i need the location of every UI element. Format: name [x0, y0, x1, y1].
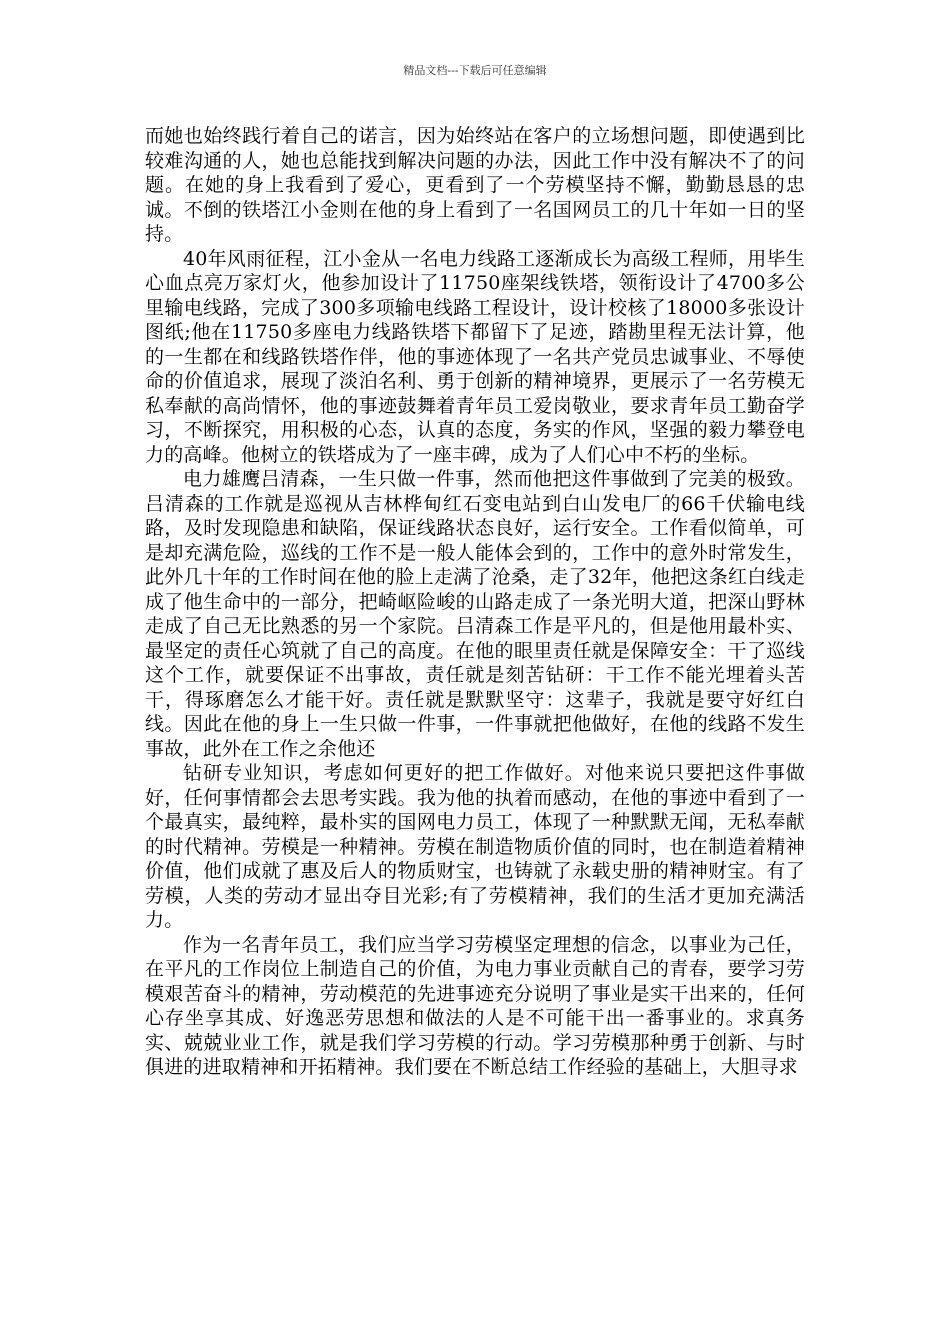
document-body — [145, 124, 805, 1080]
paragraph-4: 钻研专业知识，考虑如何更好的把工作做好。对他来说只要把这件事做好，任何事情都会去思考实践。我为他的执着而感动，在他的事迹中看到了一个最真实，最纯粹，最朴实的国网电力员工，体现了一种默默无闻，无私奉献的时代精神。劳模是一种精神。劳模在制造物质价值的同时，也在制造着精神价值，他们成就了惠及后人的物质财宝，也铸就了永载史册的精神财宝。有了劳模，人类的劳动才显出夺目光彩;有了劳模精神，我们的生活才更加充满活力。 — [145, 762, 805, 931]
paragraph-5: 作为一名青年员工，我们应当学习劳模坚定理想的信念，以事业为己任，在平凡的工作岗位上制造自己的价值，为电力事业贡献自己的青春，要学习劳模艰苦奋斗的精神，劳动模范的先进事迹充分说明了事业是实干出来的，任何心存坐享其成、好逸恶劳思想和做法的人是不可能干出一番事业的。求真务实、兢兢业业工作，就是我们学习劳模的行动。学习劳模那种勇于创新、与时俱进的进取精神和开拓精神。我们要在不断总结工作经验的基础上，大胆寻求 — [145, 933, 805, 1078]
page-header: 精品文档---下载后可任意编辑 — [403, 64, 547, 77]
paragraph-1: 而她也始终践行着自己的诺言，因为始终站在客户的立场想问题，即使遇到比较难沟通的人，她也总能找到解决问题的办法，因此工作中没有解决不了的问题。在她的身上我看到了爱心，更看到了一个劳模坚持不懈，勤勤恳恳的忠诚。不倒的铁塔江小金则在他的身上看到了一名国网员工的几十年如一日的坚持。 — [145, 125, 805, 245]
paragraph-3: 电力雄鹰吕清森，一生只做一件事，然而他把这件事做到了完美的极致。吕清森的工作就是巡视从吉林桦甸红石变电站到白山发电厂的66千伏输电线路，及时发现隐患和缺陷，保证线路状态良好，运行安全。工作看似简单，可是却充满危险，巡线的工作不是一般人能体会到的，工作中的意外时常发生，此外几十年的工作时间在他的脸上走满了沧桑，走了32年，他把这条红白线走成了他生命中的一部分，把崎岖险峻的山路走成了一条光明大道，把深山野林走成了自己无比熟悉的另一个家院。吕清森工作是平凡的，但是他用最朴实、最坚定的责任心筑就了自己的高度。在他的眼里责任就是保障安全：干了巡线这个工作，就要保证不出事故，责任就是刻苦钻研：干工作不能光埋着头苦干，得琢磨怎么才能干好。责任就是默默坚守：这辈子，我就是要守好红白线。因此在他的身上一生只做一件事，一件事就把他做好，在他的线路不发生事故，此外在工作之余他还 — [145, 468, 805, 760]
paragraph-2: 40年风雨征程，江小金从一名电力线路工逐渐成长为高级工程师，用毕生心血点亮万家灯火，他参加设计了11750座架线铁塔，领衔设计了4700多公里输电线路，完成了300多项输电线路工程设计，设计校核了18000多张设计图纸;他在11750多座电力线路铁塔下都留下了足迹，踏勘里程无法计算，他的一生都在和线路铁塔作伴，他的事迹体现了一名共产党员忠诚事业、不辱使命的价值追求，展现了淡泊名利、勇于创新的精神境界，更展示了一名劳模无私奉献的高尚情怀，他的事迹鼓舞着青年员工爱岗敬业，要求青年员工勤奋学习，不断探究，用积极的心态，认真的态度，务实的作风，坚强的毅力攀登电力的高峰。他树立的铁塔成为了一座丰碑，成为了人们心中不朽的坐标。 — [145, 247, 805, 466]
